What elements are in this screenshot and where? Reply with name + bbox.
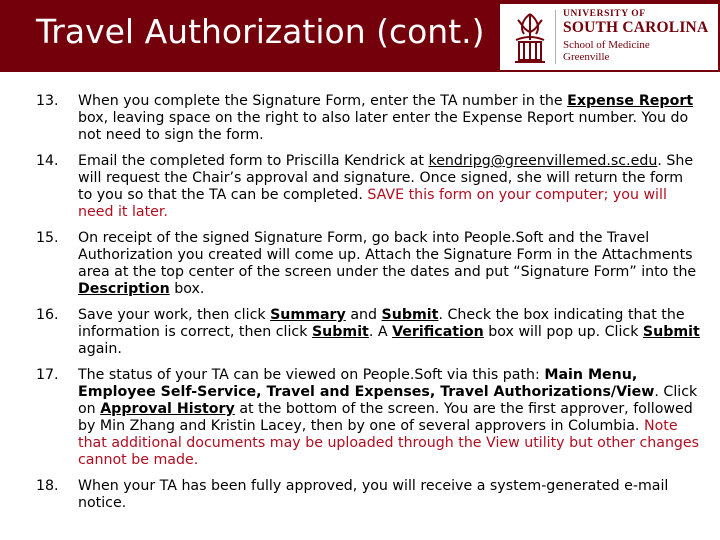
list-item bbox=[36, 230, 700, 298]
text-run: box. bbox=[169, 281, 205, 297]
logo-wordmark bbox=[563, 9, 708, 63]
text-run: Save your work, then click bbox=[78, 307, 271, 323]
ui-term: Approval History bbox=[100, 401, 235, 417]
list-item bbox=[36, 153, 700, 221]
ui-term: Expense Report bbox=[567, 93, 694, 109]
highlight-note: Note that additional documents may be uploaded through the View utility but other changes cannot be made. bbox=[78, 418, 700, 468]
list-item bbox=[36, 93, 700, 144]
text-run: Email the completed form to Priscilla Kendrick at bbox=[78, 153, 429, 169]
logo-line-2: SOUTH CAROLINA bbox=[563, 19, 709, 36]
item-text bbox=[78, 307, 700, 358]
item-number: 15. bbox=[36, 230, 59, 246]
item-text bbox=[78, 230, 700, 298]
usc-palmetto-icon bbox=[510, 10, 550, 66]
list-item bbox=[36, 478, 700, 512]
text-run: When you complete the Signature Form, enter the TA number in the bbox=[78, 93, 568, 109]
text-run: On receipt of the signed Signature Form, go back into People.Soft and the Travel Authorization you created will come up. Attach the Signature Form in the Attachments area at the top center of the screen under the dates and put “Signature Form” into the bbox=[78, 230, 697, 280]
list-item bbox=[36, 307, 700, 358]
item-text bbox=[78, 153, 700, 221]
menu-path: Main Menu, Employee Self-Service, Travel and Expenses, Travel Authorizations/View bbox=[78, 367, 655, 400]
text-run: When your TA has been fully approved, you will receive a system-generated e-mail notice. bbox=[78, 478, 669, 511]
text-run: again. bbox=[78, 341, 122, 357]
item-number: 16. bbox=[36, 307, 59, 323]
slide-title: Travel Authorization (cont.) bbox=[36, 12, 485, 51]
ui-term: Verification bbox=[392, 324, 484, 340]
slide-header bbox=[0, 0, 720, 72]
text-run: box, leaving space on the right to also later enter the Expense Report number. You do not need to sign the form. bbox=[78, 110, 689, 143]
item-text bbox=[78, 93, 700, 144]
item-text bbox=[78, 367, 700, 469]
logo-line-1: UNIVERSITY OF bbox=[563, 9, 646, 19]
item-number: 17. bbox=[36, 367, 59, 383]
text-run: . Check the box indicating that the information is correct, then click bbox=[78, 307, 685, 340]
ui-term: Submit bbox=[381, 307, 439, 323]
item-number: 14. bbox=[36, 153, 59, 169]
logo-line-4: Greenville bbox=[563, 51, 610, 63]
text-run: at the bottom of the screen. You are the first approver, followed by Min Zhang and Kristin Lacey, then by one of several approvers in Columbia. bbox=[78, 401, 693, 434]
item-text bbox=[78, 478, 700, 512]
list-item bbox=[36, 367, 700, 469]
text-run: and bbox=[345, 307, 382, 323]
ui-term: Summary bbox=[270, 307, 346, 323]
ui-term: Description bbox=[78, 281, 170, 297]
instruction-list bbox=[36, 93, 700, 521]
item-number: 13. bbox=[36, 93, 59, 109]
highlight-note: SAVE this form on your computer; you will need it later. bbox=[78, 187, 667, 220]
university-logo bbox=[500, 4, 718, 70]
text-run: . Click on bbox=[78, 384, 698, 417]
ui-term: Submit bbox=[642, 324, 700, 340]
text-run: The status of your TA can be viewed on People.Soft via this path: bbox=[78, 367, 545, 383]
item-number: 18. bbox=[36, 478, 59, 494]
text-run: . A bbox=[368, 324, 393, 340]
logo-divider bbox=[555, 10, 556, 64]
text-run: box will pop up. Click bbox=[483, 324, 643, 340]
text-run: . She will request the Chair’s approval and signature. Once signed, she will return the form to you so that the TA can be completed. bbox=[78, 153, 694, 203]
logo-line-3: School of Medicine bbox=[563, 39, 650, 51]
email-link[interactable]: kendripg@greenvillemed.sc.edu bbox=[428, 153, 658, 169]
ui-term: Submit bbox=[311, 324, 369, 340]
